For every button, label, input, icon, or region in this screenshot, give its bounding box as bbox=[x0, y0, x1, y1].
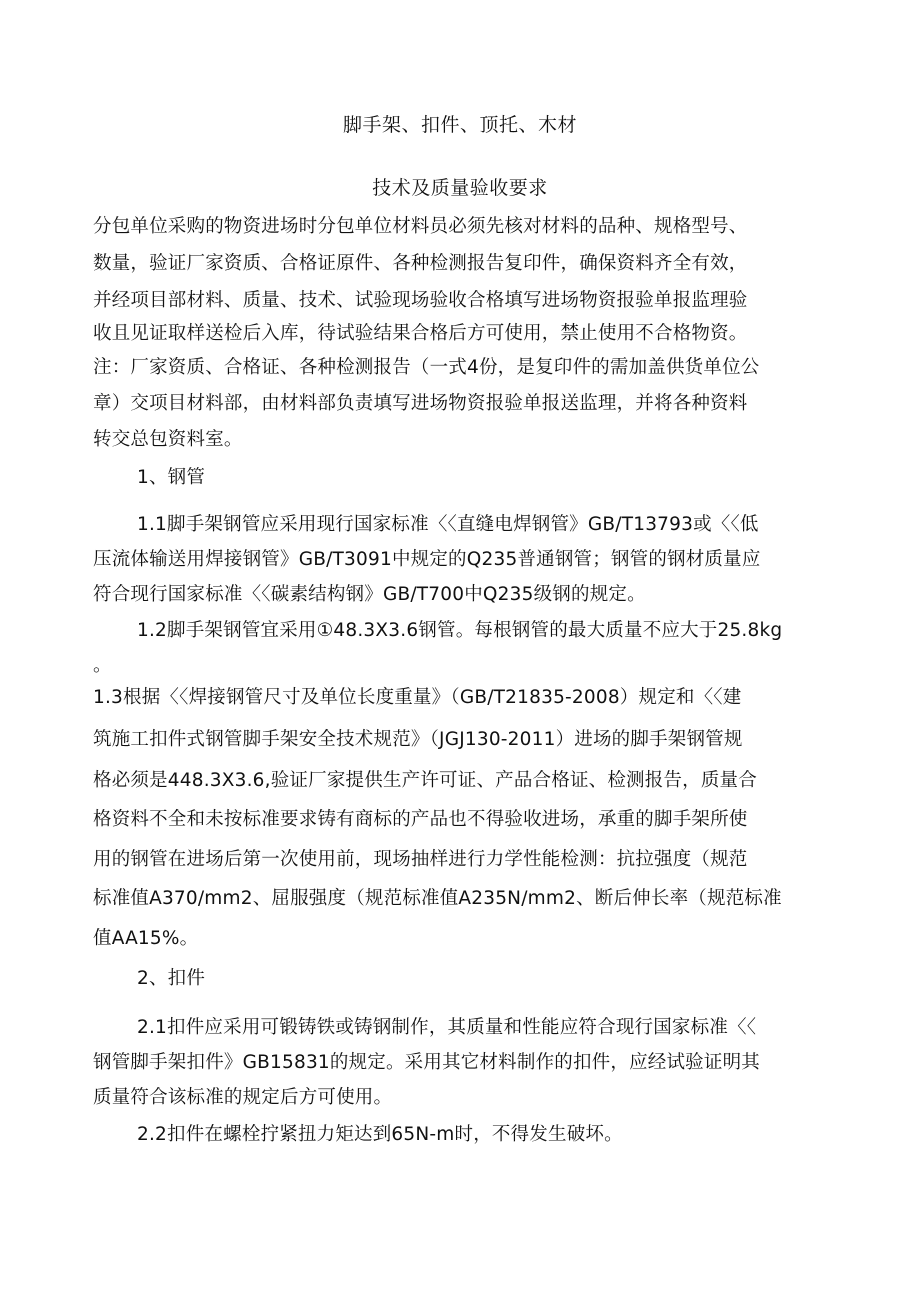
document-title: 脚手架、扣件、顶托、木材 bbox=[342, 114, 577, 136]
text-line: 钢管脚手架扣件》GB15831的规定。采用其它材料制作的扣件，应经试验证明其 bbox=[93, 1052, 760, 1073]
text-line: 1.1脚手架钢管应采用现行国家标准〈〈直缝电焊钢管》GB/T13793或〈〈低 bbox=[137, 514, 759, 535]
note-line: 章）交项目材料部，由材料部负责填写进场物资报验单报送监理，并将各种资料 bbox=[93, 393, 748, 414]
text-line: 用的钢管在进场后第一次使用前，现场抽样进行力学性能检测：抗拉强度（规范 bbox=[93, 849, 748, 870]
section-heading: 2、扣件 bbox=[137, 968, 206, 989]
text-line: 值AA15%。 bbox=[93, 928, 199, 949]
text-line: 1.3根据〈〈焊接钢管尺寸及单位长度重量》（GB/T21835-2008）规定和〈〈建 bbox=[93, 687, 742, 708]
text-line: 筑施工扣件式钢管脚手架安全技术规范》（JGJ130-2011）进场的脚手架钢管规 bbox=[93, 729, 743, 750]
text-line: 符合现行国家标准〈〈碳素结构钢》GB/T700中Q235级钢的规定。 bbox=[93, 584, 646, 605]
text-line: 格资料不全和未按标准要求铸有商标的产品也不得验收进场，承重的脚手架所使 bbox=[93, 809, 748, 830]
text-line: 收且见证取样送检后入库，待试验结果合格后方可使用，禁止使用不合格物资。 bbox=[93, 323, 748, 344]
note-line: 注：厂家资质、合格证、各种检测报告（一式4份，是复印件的需加盖供货单位公 bbox=[93, 357, 760, 378]
text-line: 2.2扣件在螺栓拧紧扭力矩达到65N-m时，不得发生破坏。 bbox=[137, 1124, 623, 1145]
text-line: 1.2脚手架钢管宜采用①48.3X3.6钢管。每根钢管的最大质量不应大于25.8kg bbox=[137, 620, 783, 641]
section-heading: 1、钢管 bbox=[137, 467, 206, 488]
text-line: 压流体输送用焊接钢管》GB/T3091中规定的Q235普通钢管；钢管的钢材质量应 bbox=[93, 549, 761, 570]
text-line: 数量，验证厂家资质、合格证原件、各种检测报告复印件，确保资料齐全有效， bbox=[93, 253, 748, 274]
text-line: 格必须是448.3X3.6,验证厂家提供生产许可证、产品合格证、检测报告，质量合 bbox=[93, 770, 757, 791]
text-line: 并经项目部材料、质量、技术、试验现场验收合格填写进场物资报验单报监理验 bbox=[93, 290, 748, 311]
text-line: 。 bbox=[93, 655, 112, 676]
text-line: 标准值A370/mm2、屈服强度（规范标准值A235N/mm2、断后伸长率（规范标准 bbox=[93, 888, 782, 909]
note-line: 转交总包资料室。 bbox=[93, 429, 243, 450]
text-line: 质量符合该标准的规定后方可使用。 bbox=[93, 1087, 393, 1108]
document-subtitle: 技术及质量验收要求 bbox=[372, 177, 548, 199]
text-line: 分包单位采购的物资进场时分包单位材料员必须先核对材料的品种、规格型号、 bbox=[93, 216, 748, 237]
text-line: 2.1扣件应采用可锻铸铁或铸钢制作，其质量和性能应符合现行国家标准〈〈 bbox=[137, 1017, 757, 1038]
